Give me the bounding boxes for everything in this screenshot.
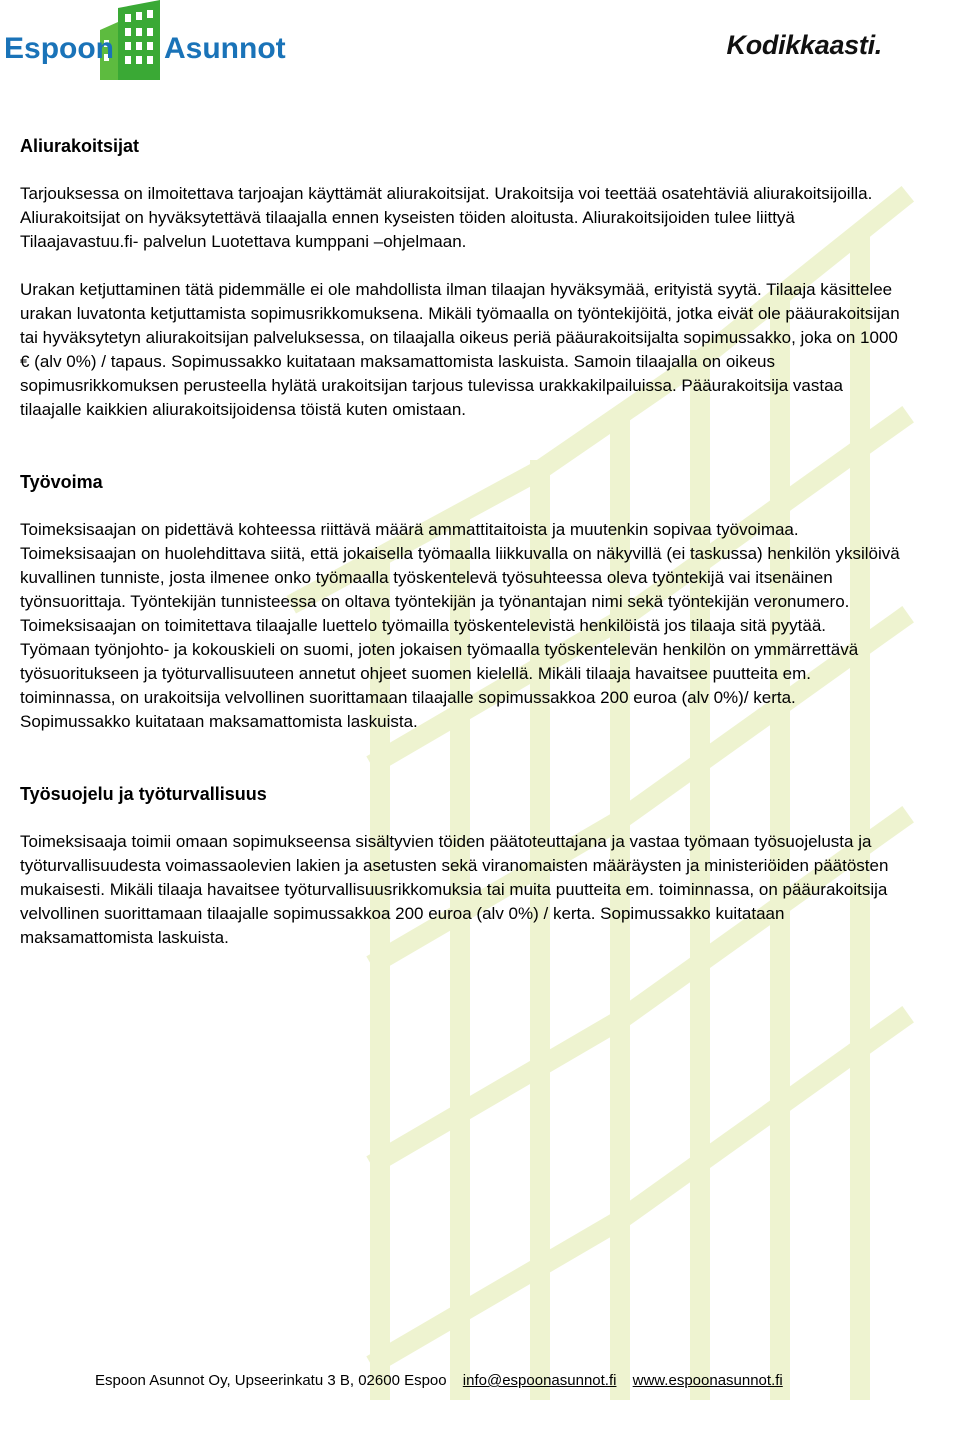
logo-word-2: Asunnot	[164, 32, 286, 65]
footer-website-link[interactable]: www.espoonasunnot.fi	[632, 1372, 783, 1389]
page-footer	[95, 1371, 783, 1391]
paragraph: Tarjouksessa on ilmoitettava tarjoajan käyttämät aliurakoitsijat. Urakoitsija voi teettää osatehtäviä aliurakoitsijoilla. Aliurakoitsijat on hyväksytettävä tilaajalla ennen kyseisten töiden aloitusta. Aliurakoitsijoiden tulee liittyä Tilaajavastuu.fi- palvelun Luotettava kumppani –ohjelmaan.	[20, 184, 873, 251]
paragraph: Toimeksisaajan on pidettävä kohteessa riittävä määrä ammattitaitoista ja muutenkin sopivaa työvoimaa. Toimeksisaajan on huolehdittava siitä, että jokaisella työmaalla liikkuvalla on näkyvillä (ei taskussa) henkilön yksilöivä kuvallinen tunniste, josta ilmenee onko työmaalla työskentelevä työsuhteessa oleva työntekijä vai itsenäinen työnsuorittaja. Työntekijän tunnisteessa on oltava työntekijän ja työnantajan nimi sekä työntekijän veronumero. Toimeksisaajan on toimitettava tilaajalle luettelo työmailla työskentelevistä henkilöistä jos tilaaja sitä pyytää. Työmaan työnjohto- ja kokouskieli on suomi, joten jokaisen työmaalla työskentelevän henkilön on ymmärrettävä työsuoritukseen ja työturvallisuuteen annetut ohjeet suomen kielellä. Mikäli tilaaja havaitsee puutteita em. toiminnassa, on urakoitsija velvollinen suorittamaan tilaajalle sopimussakkoa 200 euroa (alv 0%)/ kerta. Sopimussakko kuitataan maksamattomista laskuista.	[20, 520, 900, 731]
espoon-asunnot-logo	[0, 0, 300, 88]
section-heading: Aliurakoitsijat	[20, 136, 140, 156]
page-header	[0, 0, 960, 90]
logo-word-1: Espoon	[4, 32, 114, 65]
section-aliurakoitsijat	[20, 134, 900, 422]
section-tyovoima	[20, 470, 900, 734]
tagline: Kodikkaasti.	[726, 30, 882, 60]
footer-email-link[interactable]: info@espoonasunnot.fi	[462, 1372, 617, 1389]
paragraph: Urakan ketjuttaminen tätä pidemmälle ei ole mahdollista ilman tilaajan hyväksymää, erityistä syytä. Tilaaja käsittelee urakan luvatonta ketjuttamista sopimusrikkomuksena. Mikäli työmaalla on työntekijöitä, jotka eivät ole pääurakoitsijan tai hyväksytetyn aliurakoitsijan palveluksessa, on tilaajalla oikeus periä pääurakoitsijalta sopimussakko, joka on 1000 € (alv 0%) / tapaus. Sopimussakko kuitataan maksamattomista laskuista. Samoin tilaajalla on oikeus sopimusrikkomuksen perusteella hylätä urakoitsijan tarjous tulevissa urakkakilpailuissa. Pääurakoitsija vastaa tilaajalle kaikkien aliurakoitsijoidensa töistä kuten omistaan.	[20, 280, 900, 419]
document-body	[20, 134, 900, 950]
section-tyosuojelu	[20, 782, 900, 950]
footer-address: Espoon Asunnot Oy, Upseerinkatu 3 B, 02600 Espoo	[95, 1372, 447, 1389]
paragraph: Toimeksisaaja toimii omaan sopimukseensa sisältyvien töiden päätoteuttajana ja vastaa työmaan työsuojelusta ja työturvallisuudesta voimassaolevien lakien ja asetusten sekä viranomaisten määräysten ja ministeriöiden päätösten mukaisesti. Mikäli tilaaja havaitsee työturvallisuusrikkomuksia tai muita puutteita em. toiminnassa, on pääurakoitsija velvollinen suorittamaan tilaajalle sopimussakkoa 200 euroa (alv 0%) / kerta. Sopimussakko kuitataan maksamattomista laskuista.	[20, 832, 889, 947]
section-heading: Työsuojelu ja työturvallisuus	[20, 784, 267, 804]
section-heading: Työvoima	[20, 472, 103, 492]
